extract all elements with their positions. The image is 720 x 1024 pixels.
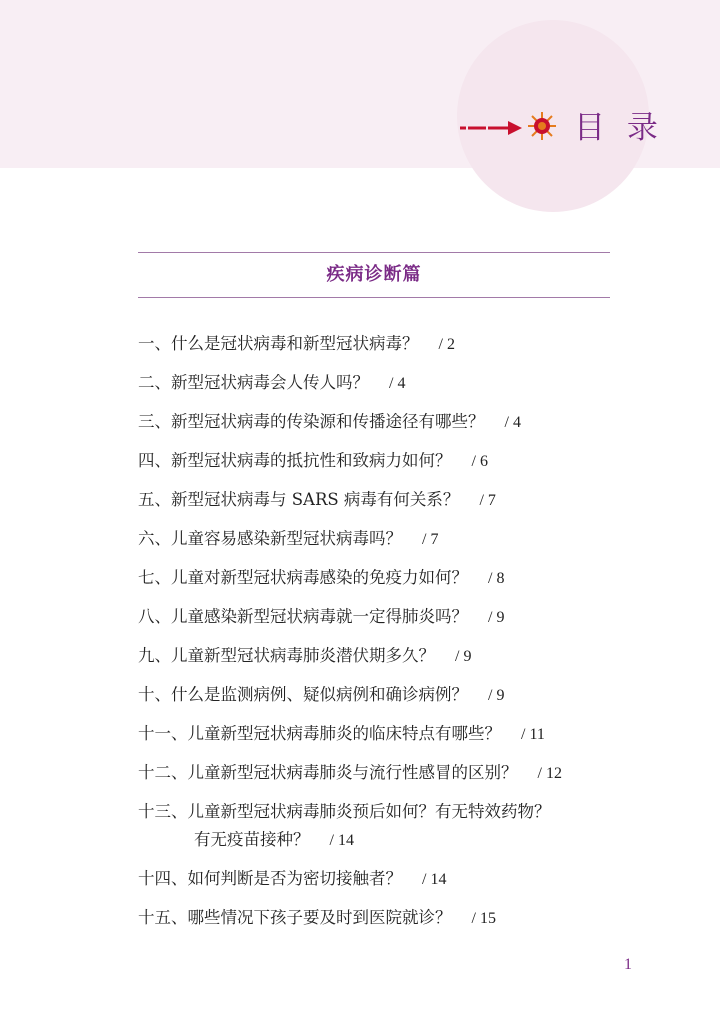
toc-entry-text: 七、儿童对新型冠状病毒感染的免疫力如何？ xyxy=(138,568,468,587)
toc-entry[interactable] xyxy=(138,564,638,592)
toc-entry-page: / 14 xyxy=(329,832,354,849)
toc-entry-page: / 12 xyxy=(537,765,562,782)
toc-entry[interactable] xyxy=(138,865,638,893)
toc-entry-page: / 2 xyxy=(438,336,455,353)
toc-entry-text: 六、儿童容易感染新型冠状病毒吗？ xyxy=(138,529,402,548)
toc-entry-text: 一、什么是冠状病毒和新型冠状病毒？ xyxy=(138,334,419,353)
toc-entry[interactable] xyxy=(138,447,638,475)
toc-entry-text: 十二、儿童新型冠状病毒肺炎与流行性感冒的区别？ xyxy=(138,763,518,782)
toc-entry-text: 八、儿童感染新型冠状病毒就一定得肺炎吗？ xyxy=(138,607,468,626)
toc-entry-text: 十四、如何判断是否为密切接触者？ xyxy=(138,869,402,888)
toc-entry-text-continued: 有无疫苗接种？ xyxy=(194,830,310,849)
toc-entry-text: 十一、儿童新型冠状病毒肺炎的临床特点有哪些？ xyxy=(138,724,501,743)
toc-entry[interactable] xyxy=(138,330,638,358)
arrow-icon xyxy=(458,118,528,138)
toc-entry-page: / 4 xyxy=(389,375,406,392)
toc-entry[interactable] xyxy=(138,642,638,670)
toc-entry-page: / 9 xyxy=(488,609,505,626)
section-title: 疾病诊断篇 xyxy=(326,264,422,285)
toc-entry-page: / 15 xyxy=(471,910,496,927)
toc-entry[interactable] xyxy=(138,603,638,631)
toc-entry-text: 十、什么是监测病例、疑似病例和确诊病例？ xyxy=(138,685,468,704)
toc-entry-text: 五、新型冠状病毒与 SARS 病毒有何关系？ xyxy=(138,490,460,509)
toc-entry-page: / 11 xyxy=(521,726,545,743)
toc-entry-text: 三、新型冠状病毒的传染源和传播途径有哪些？ xyxy=(138,412,485,431)
section-header xyxy=(138,252,610,298)
toc-entry-page: / 7 xyxy=(422,531,439,548)
toc-entry-page: / 14 xyxy=(422,871,447,888)
toc-entry[interactable] xyxy=(138,720,638,748)
toc-entry[interactable] xyxy=(138,408,638,436)
toc-entry[interactable] xyxy=(138,369,638,397)
toc-entry-text: 九、儿童新型冠状病毒肺炎潜伏期多久？ xyxy=(138,646,435,665)
page-title: 目 录 xyxy=(574,110,664,146)
toc-entry-page: / 7 xyxy=(479,492,496,509)
toc-entry[interactable] xyxy=(138,681,638,709)
toc-entry-page: / 6 xyxy=(471,453,488,470)
toc-entry-page: / 9 xyxy=(455,648,472,665)
toc-entry-page: / 9 xyxy=(488,687,505,704)
toc-entry-text: 四、新型冠状病毒的抵抗性和致病力如何？ xyxy=(138,451,452,470)
toc-entry-page: / 8 xyxy=(488,570,505,587)
toc-entry[interactable] xyxy=(138,759,638,787)
toc-entry-text: 二、新型冠状病毒会人传人吗？ xyxy=(138,373,369,392)
virus-icon xyxy=(527,111,557,141)
page-number: 1 xyxy=(624,956,632,973)
toc-entry[interactable] xyxy=(138,486,638,514)
toc-entry[interactable] xyxy=(138,525,638,553)
toc-entry[interactable] xyxy=(138,798,638,854)
toc-entry-text: 十五、哪些情况下孩子要及时到医院就诊？ xyxy=(138,908,452,927)
toc-entry[interactable] xyxy=(138,904,638,932)
toc-entry-page: / 4 xyxy=(504,414,521,431)
toc-list xyxy=(138,330,638,943)
toc-entry-text: 十三、儿童新型冠状病毒肺炎预后如何？有无特效药物？ xyxy=(138,802,551,821)
